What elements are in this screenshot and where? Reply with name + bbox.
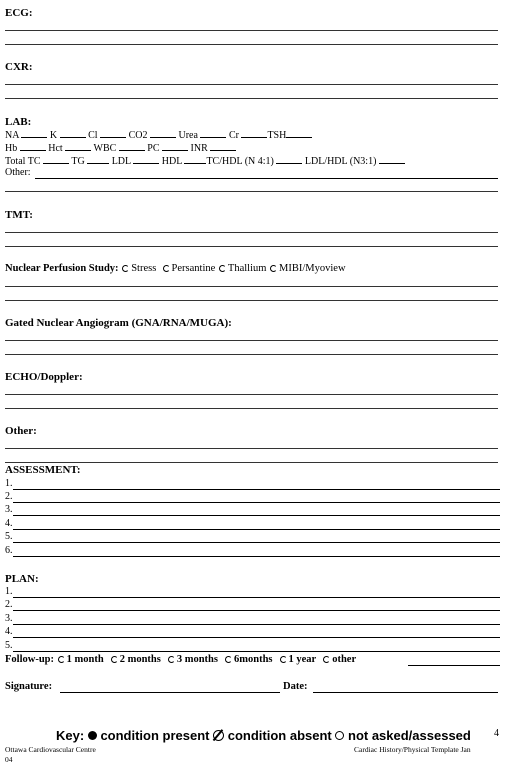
lab-row-3: [5, 154, 405, 168]
cxr-line-1[interactable]: [5, 84, 498, 85]
plan-line-2[interactable]: [13, 610, 500, 611]
section-other: Other:: [5, 425, 37, 437]
assessment-num-6: 6.: [5, 545, 13, 556]
followup-3-months[interactable]: 3 months: [176, 654, 218, 665]
radio-icon[interactable]: [58, 656, 65, 663]
radio-icon[interactable]: [163, 265, 170, 272]
lab-wbc-label: WBC: [93, 143, 117, 154]
plan-line-5[interactable]: [13, 651, 500, 652]
radio-icon[interactable]: [280, 656, 287, 663]
lab-k-field[interactable]: [60, 128, 86, 138]
key-not-asked: not asked/assessed: [348, 728, 471, 743]
nuclear-option-thallium[interactable]: Thallium: [227, 263, 267, 274]
section-assessment: ASSESSMENT:: [5, 464, 81, 476]
legend-key: [56, 728, 471, 743]
nuclear-option-stress[interactable]: Stress: [131, 263, 157, 274]
assessment-line-4[interactable]: [13, 529, 500, 530]
lab-inr-field[interactable]: [210, 141, 236, 151]
lab-wbc-field[interactable]: [119, 141, 145, 151]
date-line[interactable]: [313, 692, 498, 693]
section-lab: LAB:: [5, 116, 32, 128]
nuclear-option-mibi[interactable]: MIBI/Myoview: [279, 263, 346, 274]
lab-k-label: K: [49, 130, 58, 141]
section-tmt: TMT:: [5, 209, 33, 221]
lab-urea-label: Urea: [178, 130, 198, 141]
other-line-2[interactable]: [5, 462, 498, 463]
page-number: 4: [494, 728, 499, 739]
lab-cr-label: Cr: [228, 130, 239, 141]
lab-hct-field[interactable]: [65, 141, 91, 151]
assessment-num-2: 2.: [5, 491, 13, 502]
footer-code: 04: [5, 755, 13, 764]
gated-line-2[interactable]: [5, 354, 498, 355]
radio-icon[interactable]: [168, 656, 175, 663]
plan-line-4[interactable]: [13, 637, 500, 638]
nuclear-row: [5, 263, 346, 275]
lab-pc-field[interactable]: [162, 141, 188, 151]
key-absent: condition absent: [227, 728, 332, 743]
plan-num-4: 4.: [5, 626, 13, 637]
date-label: Date:: [283, 681, 308, 692]
lab-hct-label: Hct: [48, 143, 63, 154]
lab-hdl-field[interactable]: [184, 154, 206, 164]
assessment-num-1: 1.: [5, 478, 13, 489]
radio-icon[interactable]: [122, 265, 129, 272]
lab-row-2: [5, 141, 236, 155]
lab-ldlhdl-label: LDL/HDL (N3:1): [304, 156, 377, 167]
radio-icon[interactable]: [111, 656, 118, 663]
lab-na-label: NA: [5, 130, 19, 141]
followup-other[interactable]: other: [332, 654, 357, 665]
assessment-line-2[interactable]: [13, 502, 500, 503]
plan-num-2: 2.: [5, 599, 13, 610]
lab-other-line[interactable]: [35, 178, 498, 179]
assessment-line-5[interactable]: [13, 542, 500, 543]
assessment-line-1[interactable]: [13, 489, 500, 490]
key-present: condition present: [100, 728, 210, 743]
lab-tchdl-field[interactable]: [276, 154, 302, 164]
lab-cr-field[interactable]: [241, 128, 267, 138]
plan-line-3[interactable]: [13, 624, 500, 625]
open-circle-icon: [335, 731, 344, 740]
assessment-num-5: 5.: [5, 531, 13, 542]
other-line-1[interactable]: [5, 448, 498, 449]
signature-line[interactable]: [60, 692, 280, 693]
echo-line-2[interactable]: [5, 408, 498, 409]
lab-urea-field[interactable]: [200, 128, 226, 138]
section-gated: Gated Nuclear Angiogram (GNA/RNA/MUGA):: [5, 317, 232, 329]
followup-label: Follow-up:: [5, 654, 55, 665]
assessment-line-6[interactable]: [13, 556, 500, 557]
tmt-line-1[interactable]: [5, 232, 498, 233]
lab-tsh-label: TSH: [267, 130, 287, 141]
lab-totaltc-label: Total TC: [5, 156, 41, 167]
nuclear-option-persantine[interactable]: Persantine: [171, 263, 216, 274]
lab-pc-label: PC: [147, 143, 160, 154]
section-nuclear: Nuclear Perfusion Study:: [5, 263, 119, 274]
lab-totaltc-field[interactable]: [43, 154, 69, 164]
key-label: Key:: [56, 728, 85, 743]
assessment-num-4: 4.: [5, 518, 13, 529]
plan-line-1[interactable]: [13, 597, 500, 598]
radio-icon[interactable]: [323, 656, 330, 663]
plan-num-3: 3.: [5, 613, 13, 624]
lab-cl-label: Cl: [88, 130, 98, 141]
followup-other-line[interactable]: [408, 665, 500, 666]
lab-co2-label: CO2: [128, 130, 148, 141]
section-plan: PLAN:: [5, 573, 39, 585]
followup-1-year[interactable]: 1 year: [288, 654, 317, 665]
nuclear-line-2[interactable]: [5, 300, 498, 301]
tmt-line-2[interactable]: [5, 246, 498, 247]
footer-org: Ottawa Cardiovascular Centre: [5, 745, 96, 754]
followup-row: [5, 654, 356, 666]
assessment-num-3: 3.: [5, 504, 13, 515]
gated-line-1[interactable]: [5, 340, 498, 341]
cxr-line-2[interactable]: [5, 98, 498, 99]
section-ecg: ECG:: [5, 7, 33, 19]
empty-set-icon: [213, 730, 224, 741]
lab-ldlhdl-field[interactable]: [379, 154, 405, 164]
plan-num-1: 1.: [5, 586, 13, 597]
lab-tsh-field[interactable]: [286, 128, 312, 138]
lab-inr-label: INR: [190, 143, 208, 154]
nuclear-line-1[interactable]: [5, 286, 498, 287]
assessment-line-3[interactable]: [13, 515, 500, 516]
lab-cl-field[interactable]: [100, 128, 126, 138]
echo-line-1[interactable]: [5, 394, 498, 395]
signature-label: Signature:: [5, 681, 53, 692]
lab-hb-label: Hb: [5, 143, 18, 154]
lab-ldl-field[interactable]: [133, 154, 159, 164]
section-cxr: CXR:: [5, 61, 33, 73]
lab-hdl-label: HDL: [161, 156, 182, 167]
ecg-line-2[interactable]: [5, 44, 498, 45]
radio-icon[interactable]: [225, 656, 232, 663]
followup-6months[interactable]: 6months: [233, 654, 273, 665]
lab-line-2[interactable]: [5, 191, 498, 192]
lab-ldl-label: LDL: [111, 156, 131, 167]
lab-tg-field[interactable]: [87, 154, 109, 164]
followup-1-month[interactable]: 1 month: [66, 654, 104, 665]
section-echo: ECHO/Doppler:: [5, 371, 83, 383]
lab-hb-field[interactable]: [20, 141, 46, 151]
ecg-line-1[interactable]: [5, 30, 498, 31]
followup-2-months[interactable]: 2 months: [119, 654, 161, 665]
radio-icon[interactable]: [219, 265, 226, 272]
plan-num-5: 5.: [5, 640, 13, 651]
radio-icon[interactable]: [270, 265, 277, 272]
lab-na-field[interactable]: [21, 128, 47, 138]
lab-tchdl-label: TC/HDL (N 4:1): [206, 156, 274, 167]
lab-other-label: Other:: [5, 167, 31, 178]
lab-tg-label: TG: [71, 156, 85, 167]
lab-co2-field[interactable]: [150, 128, 176, 138]
filled-circle-icon: [88, 731, 97, 740]
lab-row-1: [5, 128, 312, 142]
footer-template: Cardiac History/Physical Template Jan: [354, 745, 471, 754]
